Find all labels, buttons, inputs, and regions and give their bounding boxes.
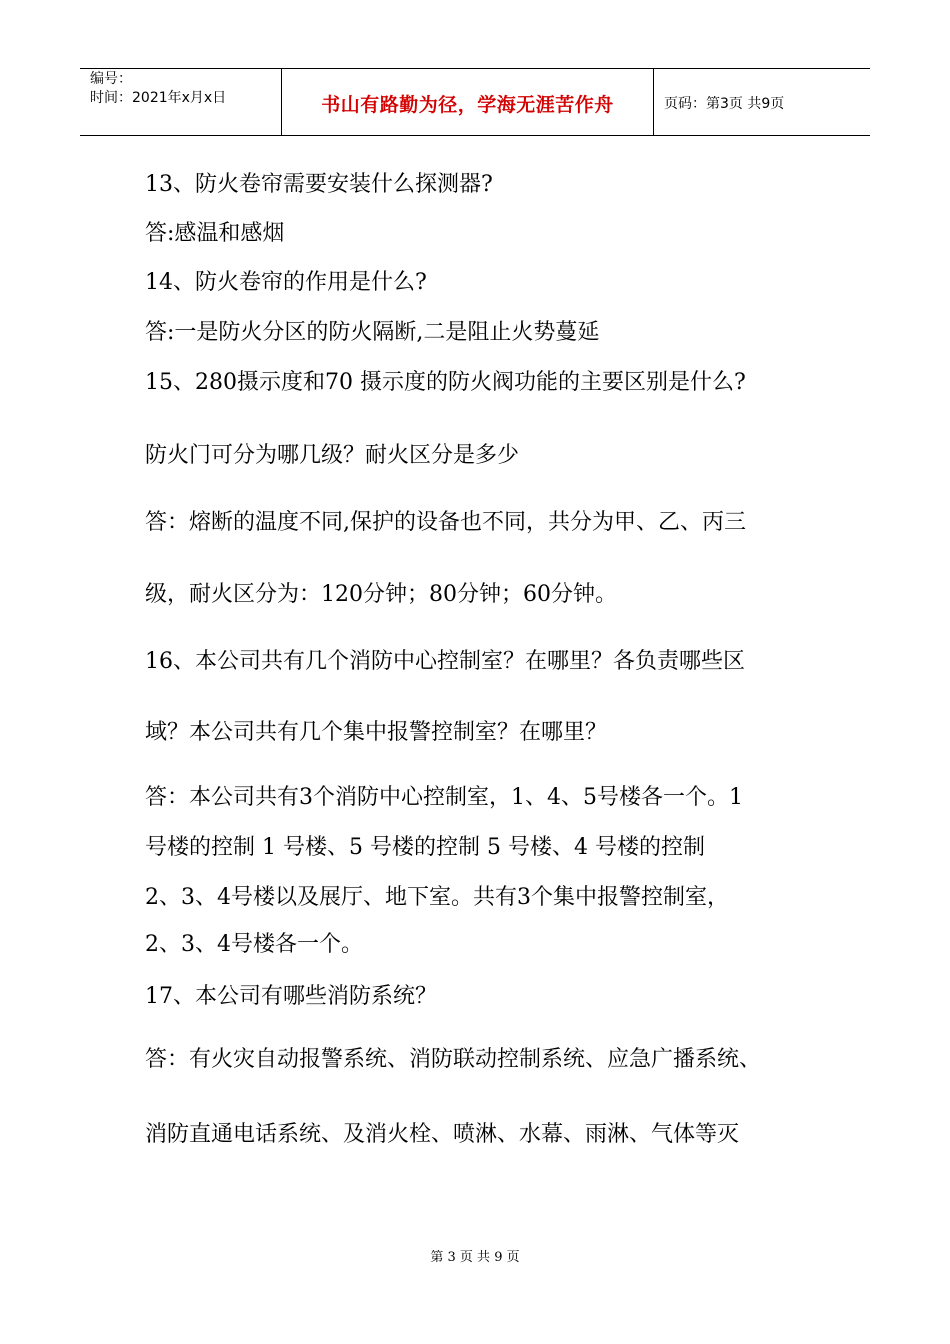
- question-15-cont: 防火门可分为哪几级？耐火区分是多少: [145, 443, 520, 468]
- question-15: 15、280摄示度和70 摄示度的防火阀功能的主要区别是什么?: [145, 370, 746, 395]
- answer-15-line-2: 级，耐火区分为：120分钟；80分钟；60分钟。: [145, 582, 617, 607]
- page-footer: 第 3 页 共 9 页: [430, 1250, 520, 1265]
- question-16-line-2: 域？本公司共有几个集中报警控制室？在哪里？: [145, 720, 608, 745]
- question-16-line-1: 16、本公司共有几个消防中心控制室？在哪里？各负责哪些区: [145, 649, 745, 674]
- answer-14: 答:一是防火分区的防火隔断,二是阻止火势蔓延: [145, 320, 600, 345]
- question-13: 13、防火卷帘需要安装什么探测器?: [145, 172, 493, 197]
- document-time-label: 时间：2021年x月x日: [90, 90, 227, 106]
- answer-16-line-4: 2、3、4号楼各一个。: [145, 932, 363, 957]
- header-page-cell: [654, 69, 870, 135]
- header-page-info: 页码：第3页 共9页: [664, 96, 785, 112]
- question-14: 14、防火卷帘的作用是什么?: [145, 270, 427, 295]
- answer-17-line-1: 答：有火灾自动报警系统、消防联动控制系统、应急广播系统、: [145, 1047, 762, 1072]
- question-17: 17、本公司有哪些消防系统？: [145, 984, 437, 1009]
- page-header: [80, 68, 870, 136]
- answer-16-line-1: 答：本公司共有3个消防中心控制室，1、4、5号楼各一个。1: [145, 785, 743, 810]
- answer-16-line-3: 2、3、4号楼以及展厅、地下室。共有3个集中报警控制室，: [145, 885, 729, 910]
- header-meta: [80, 69, 282, 135]
- document-number-label: 编号：: [90, 71, 132, 87]
- header-motto-cell: [282, 69, 654, 135]
- answer-15-line-1: 答：熔断的温度不同,保护的设备也不同，共分为甲、乙、丙三: [145, 510, 746, 535]
- answer-16-line-2: 号楼的控制 1 号楼、5 号楼的控制 5 号楼、4 号楼的控制: [145, 835, 705, 860]
- answer-13: 答:感温和感烟: [145, 221, 285, 246]
- answer-17-line-2: 消防直通电话系统、及消火栓、喷淋、水幕、雨淋、气体等灭: [145, 1122, 740, 1147]
- header-motto: 书山有路勤为径，学海无涯苦作舟: [321, 93, 614, 116]
